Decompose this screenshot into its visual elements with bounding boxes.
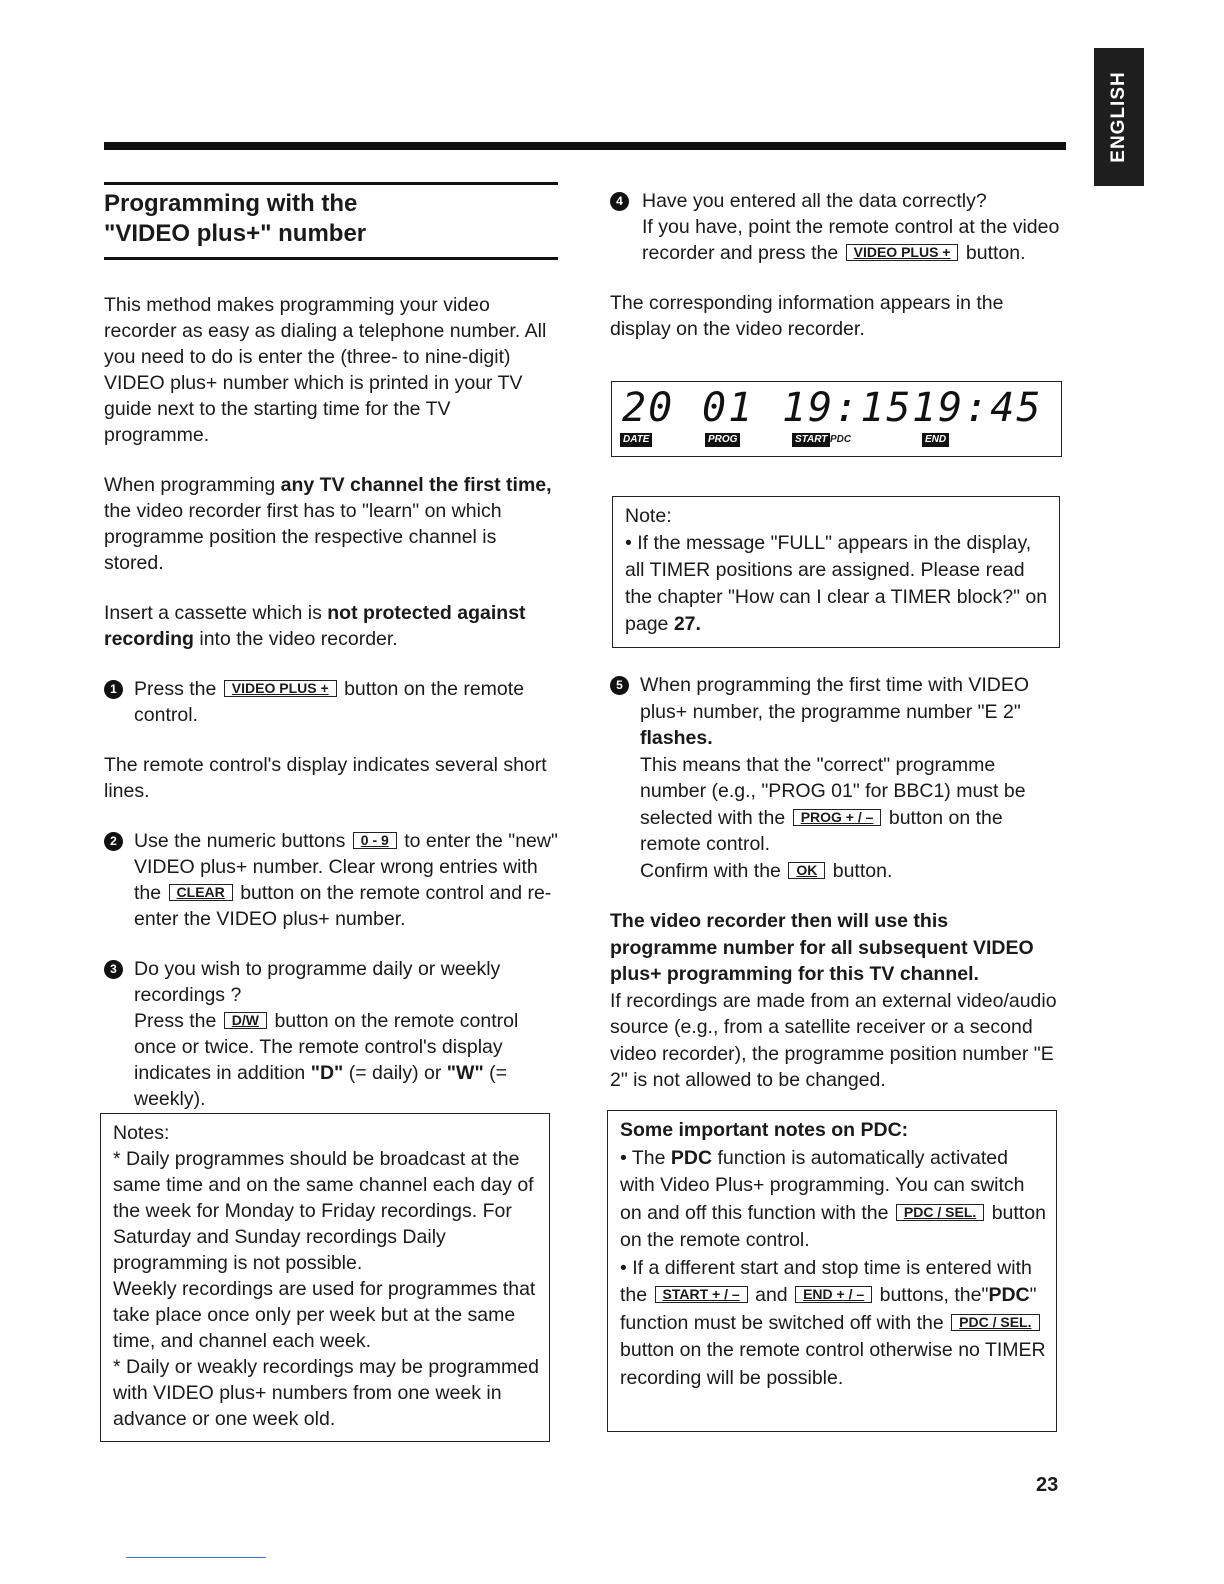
step-5: 5 When programming the first time with VIDEO plus+ number, the programme number "E 2" flashes. This means that the "correct" programme number (e.g., "PROG 01" for BBC1) must be selected with the PROG + / – button on the remote control. Confirm with the OK button. [610,672,1060,884]
step-number-5: 5 [610,676,629,695]
step-number-2: 2 [104,832,123,851]
note-heading: Note: [625,505,672,527]
conclusion-bold: The video recorder then will use this programme number for all subsequent VIDEO plus+ programming for this TV channel. [610,910,1034,985]
title-line-2: "VIDEO plus+" number [104,220,367,247]
note-daily: * Daily programmes should be broadcast at the same time and on the same channel each day of the week for Monday to Friday recordings. For Saturday and Sunday recordings Daily programming is not possible. [113,1148,534,1274]
pdc-note-1: • The PDC function is automatically activated with Video Plus+ programming. You can switch on and off this function with the PDC / SEL. button on the remote control. [620,1146,1046,1251]
page-number: 23 [1036,1474,1059,1496]
page-title [104,189,558,249]
vcr-display [611,381,1062,457]
header-rule [104,142,1066,150]
title-rule-bottom [104,257,558,260]
note-page-ref: 27. [673,613,701,635]
title-rule-top [104,182,558,185]
video-plus-key: VIDEO PLUS + [224,680,337,697]
pdc-heading: Some important notes on PDC: [620,1119,909,1141]
notes-heading: Notes: [113,1122,170,1144]
step-3: 3 Do you wish to programme daily or weekly recordings ? Press the D/W button on the remote control once or twice. The remote control's display indicates in addition "D" (= daily) or "W" (= weekly). [104,956,558,1112]
left-column [104,182,558,1112]
display-date: 20 [622,385,675,431]
note-advance: * Daily or weakly recordings may be programmed with VIDEO plus+ numbers from one week in advance or one week old. [113,1356,539,1430]
dw-key: D/W [224,1012,267,1029]
language-label: ENGLISH [1108,71,1129,163]
conclusion-paragraph: If recordings are made from an external video/audio source (e.g., from a satellite receiver or a second video recorder), the programme position number "E 2" is not allowed to be changed. [610,989,1057,1091]
end-indicator: END [922,433,949,447]
ok-key: OK [788,862,825,879]
date-indicator: DATE [620,433,652,447]
display-prog: 01 [702,385,755,431]
step-number-1: 1 [104,680,123,699]
first-time-paragraph: When programming any TV channel the first time, the video recorder first has to "learn" on which programme position the respective channel is stored. [104,474,552,574]
start-indicator: START [792,433,830,447]
clear-key: CLEAR [169,884,233,901]
note-box-right [612,496,1060,648]
step-1: 1 Press the VIDEO PLUS + button on the remote control. [104,676,558,728]
start-key: START + / – [655,1286,748,1303]
intro-paragraph: This method makes programming your video recorder as easy as dialing a telephone number. All you need to do is enter the (three- to nine-digit) VIDEO plus+ number which is printed in your TV guide next to the starting time for the TV programme. [104,294,547,446]
display-end: 19:45 [912,385,1043,431]
right-column-bottom [610,672,1060,1094]
insert-paragraph: Insert a cassette which is not protected against recording into the video recorder. [104,602,526,650]
end-key: END + / – [795,1286,872,1303]
footer-line [126,1557,266,1558]
step-4: 4 Have you entered all the data correctly? If you have, point the remote control at the video recorder and press the VIDEO PLUS + button. [610,188,1060,266]
notes-box-left [100,1113,550,1442]
numeric-key: 0 - 9 [353,832,397,849]
display-start: 19:15 [782,385,913,431]
pdc-sel-key-2: PDC / SEL. [951,1314,1039,1331]
pdc-note-2: • If a different start and stop time is entered with the START + / – and END + / – buttons, the"PDC" function must be switched off with the PDC / SEL. button on the remote control otherwise no TIMER recording will be possible. [620,1256,1046,1389]
display-note: The remote control's display indicates several short lines. [104,754,547,802]
pdc-sel-key: PDC / SEL. [896,1204,984,1221]
video-plus-key-2: VIDEO PLUS + [846,244,959,261]
note-weekly: Weekly recordings are used for programmes that take place once only per week but at the same time, and channel each week. [113,1278,536,1352]
pdc-notes-box [607,1110,1057,1432]
step-number-3: 3 [104,960,123,979]
prog-indicator: PROG [705,433,740,447]
pdc-indicator: PDC [830,434,852,445]
corresponding-paragraph: The corresponding information appears in the display on the video recorder. [610,292,1004,340]
step-2: 2 Use the numeric buttons 0 - 9 to enter the "new" VIDEO plus+ number. Clear wrong entries with the CLEAR button on the remote control and re-enter the VIDEO plus+ number. [104,828,558,932]
right-column-top [610,188,1060,342]
title-line-1: Programming with the [104,190,358,217]
note-full: • If the message "FULL" appears in the display, all TIMER positions are assigned. Please read the chapter "How can I clear a TIMER block?" on page [625,532,1048,635]
language-tab [1094,48,1144,186]
step-number-4: 4 [610,192,629,211]
prog-key: PROG + / – [793,809,882,826]
